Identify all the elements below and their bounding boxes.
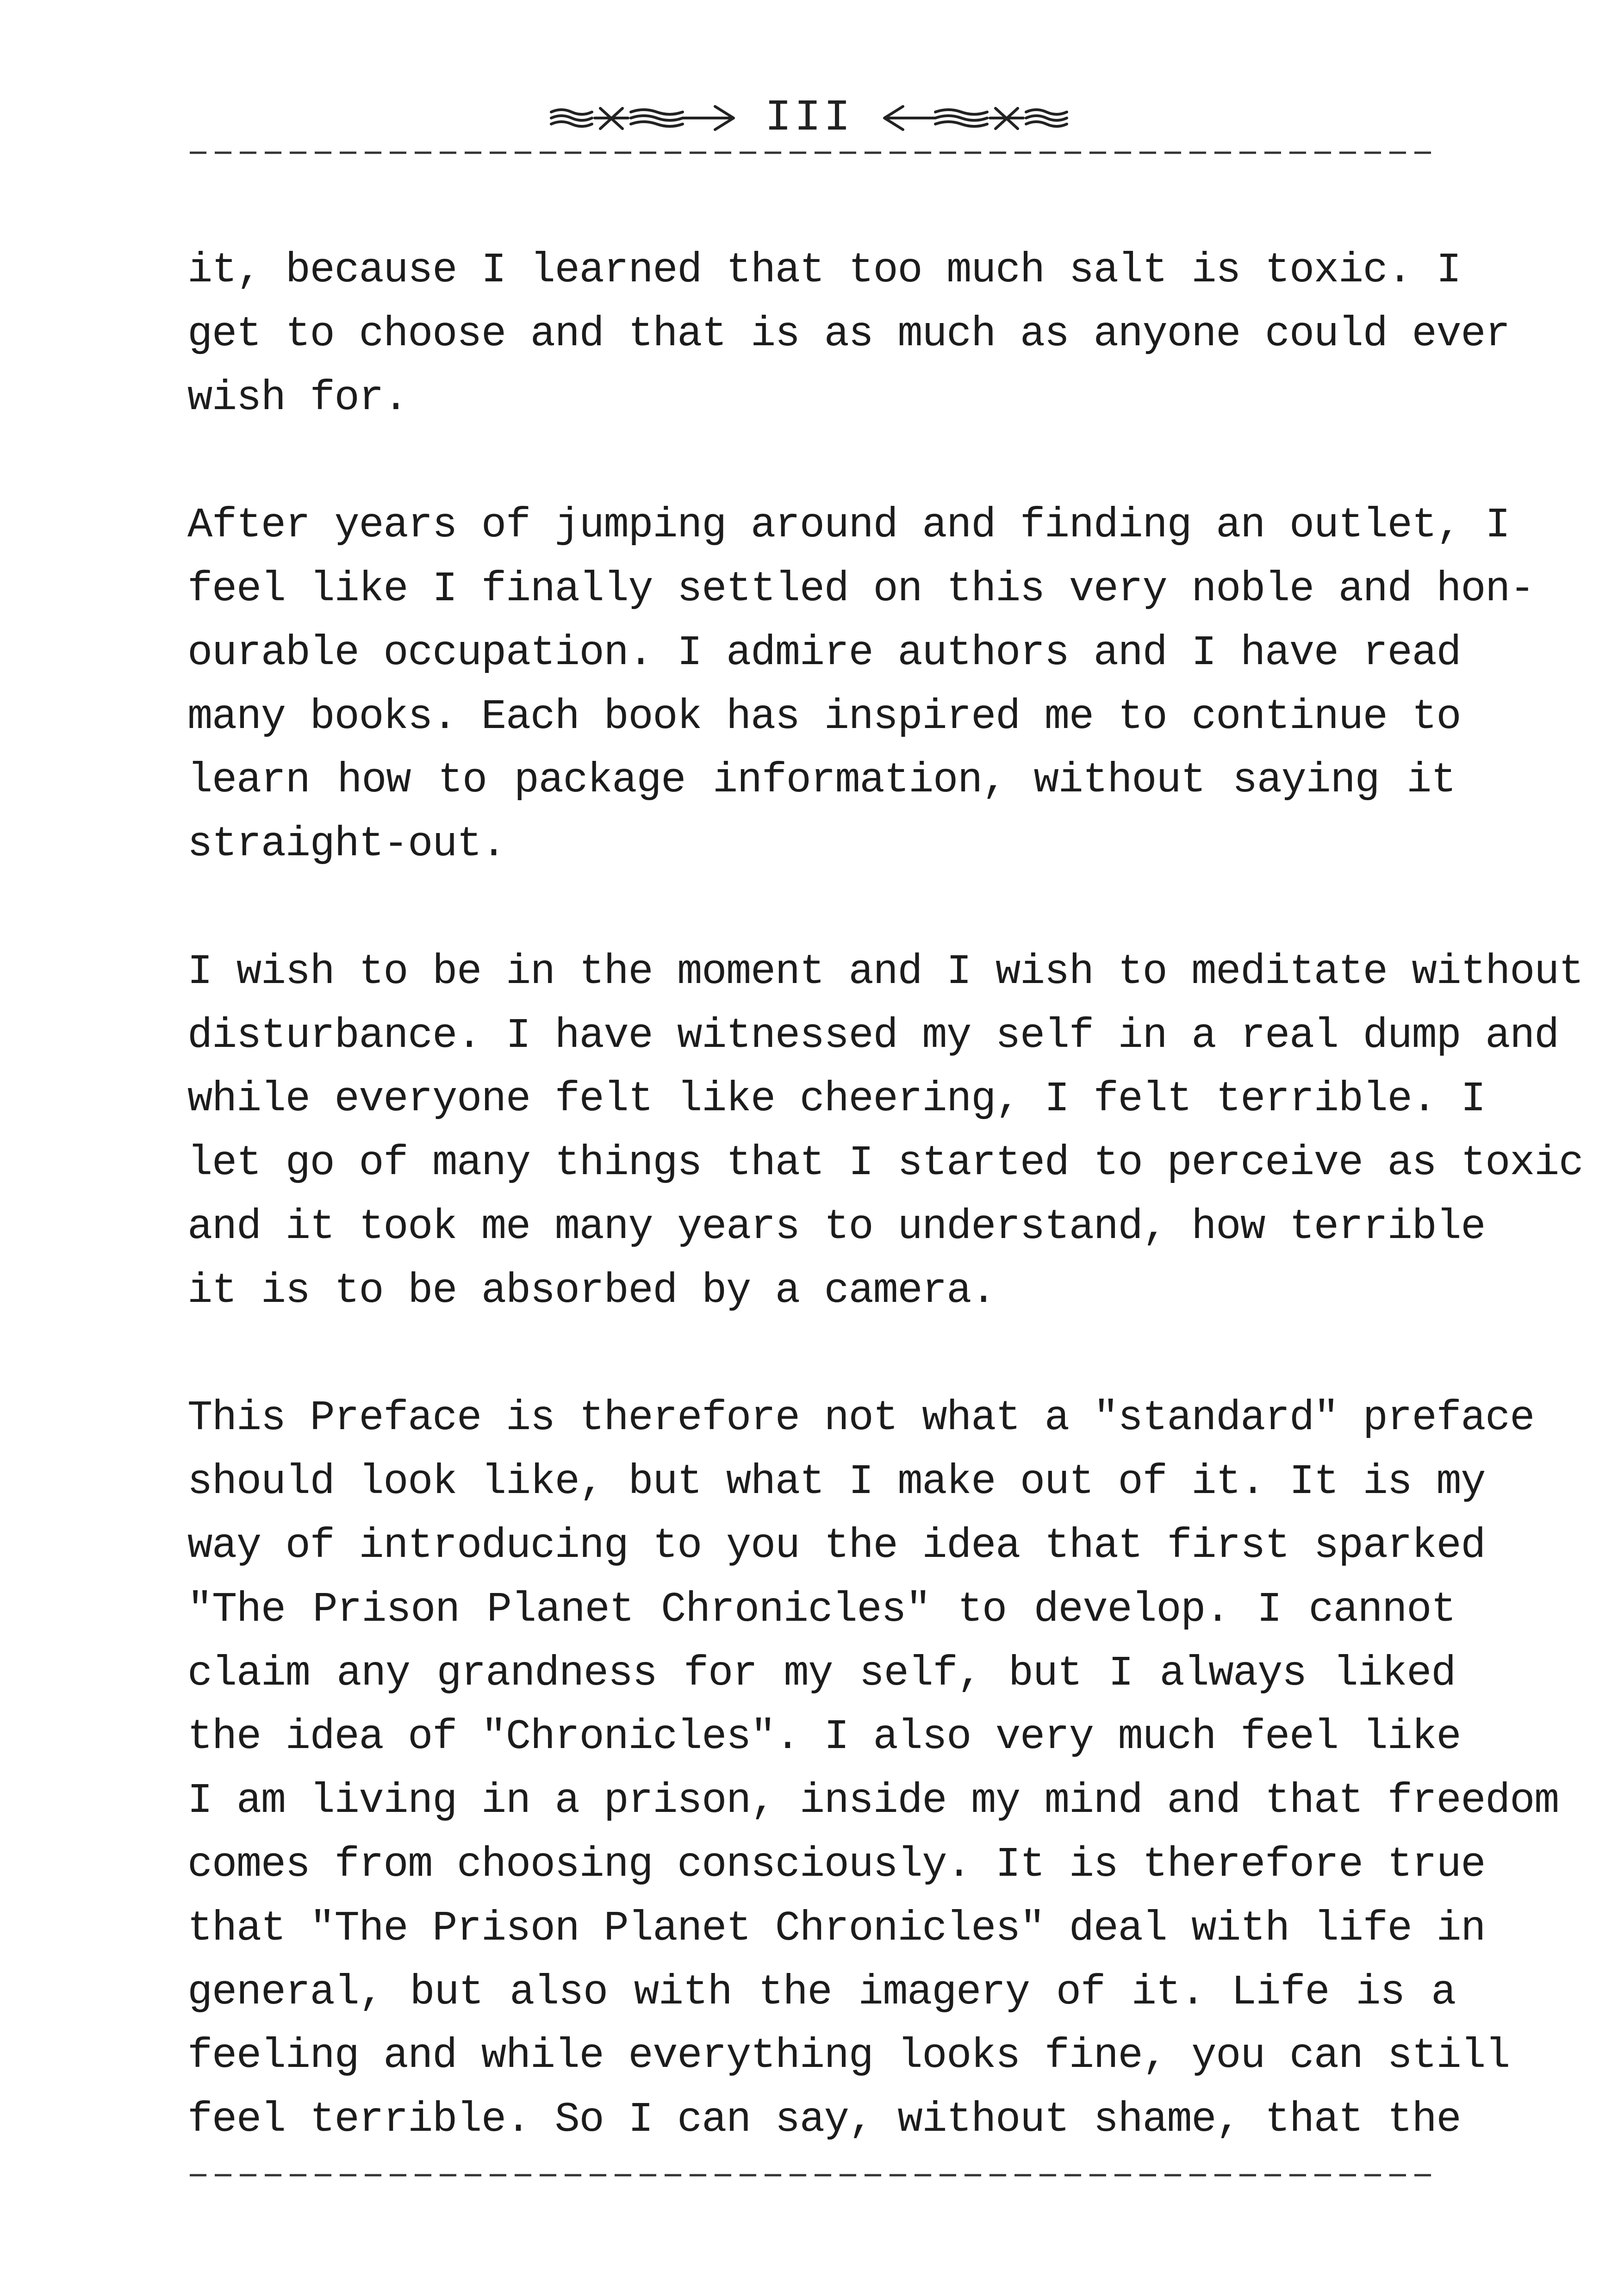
chapter-number: III xyxy=(765,93,853,143)
paragraph-3 xyxy=(187,941,1583,1324)
text-line: and it took me many years to understand, how terrible xyxy=(187,1203,1486,1251)
text-line: should look like, but what I make out of it. It is my xyxy=(187,1459,1486,1506)
text-line: disturbance. I have witnessed my self in a real dump and xyxy=(187,1012,1559,1060)
text-line: After years of jumping around and finding an outlet, I xyxy=(187,502,1510,550)
text-line: feel like I finally settled on this very noble and hon- xyxy=(187,566,1534,613)
paragraph-1 xyxy=(187,239,1510,430)
text-line: it, because I learned that too much salt is toxic. I xyxy=(187,247,1461,294)
text-line: ourable occupation. I admire authors and I have read xyxy=(187,629,1461,677)
text-line: let go of many things that I started to perceive as toxic xyxy=(187,1140,1583,1188)
text-line: while everyone felt like cheering, I felt terrible. I xyxy=(187,1076,1486,1124)
text-line: feeling and while everything looks fine, you can still xyxy=(187,2033,1510,2080)
ornament-right-icon xyxy=(871,102,1070,134)
ornament-left-icon xyxy=(548,102,747,134)
text-line: get to choose and that is as much as anyone could ever xyxy=(187,311,1510,358)
text-line: it is to be absorbed by a camera. xyxy=(187,1267,996,1315)
text-line: learn how to package information, without saying it xyxy=(187,757,1456,805)
chapter-header xyxy=(0,93,1618,143)
text-line: the idea of "Chronicles". I also very much feel like xyxy=(187,1714,1461,1761)
body-text xyxy=(187,239,1583,2153)
paragraph-4 xyxy=(187,1387,1559,2153)
text-line: I wish to be in the moment and I wish to meditate without xyxy=(187,948,1583,996)
text-line: way of introducing to you the idea that first sparked xyxy=(187,1522,1486,1570)
top-dashed-rule xyxy=(189,139,1434,167)
text-line: "The Prison Planet Chronicles" to develop. I cannot xyxy=(187,1586,1456,1634)
text-line: comes from choosing consciously. It is therefore true xyxy=(187,1841,1486,1889)
text-line: many books. Each book has inspired me to continue to xyxy=(187,693,1461,741)
bottom-dashed-rule xyxy=(189,2161,1434,2189)
paragraph-2 xyxy=(187,494,1534,877)
text-line: that "The Prison Planet Chronicles" deal with life in xyxy=(187,1905,1486,1953)
text-line: general, but also with the imagery of it. Life is a xyxy=(187,1969,1456,2016)
text-line: This Preface is therefore not what a "standard" preface xyxy=(187,1395,1534,1443)
text-line: claim any grandness for my self, but I always liked xyxy=(187,1650,1456,1698)
text-line: feel terrible. So I can say, without shame, that the xyxy=(187,2097,1461,2144)
text-line: wish for. xyxy=(187,374,408,422)
text-line: I am living in a prison, inside my mind and that freedom xyxy=(187,1778,1559,1825)
text-line: straight-out. xyxy=(187,821,506,869)
